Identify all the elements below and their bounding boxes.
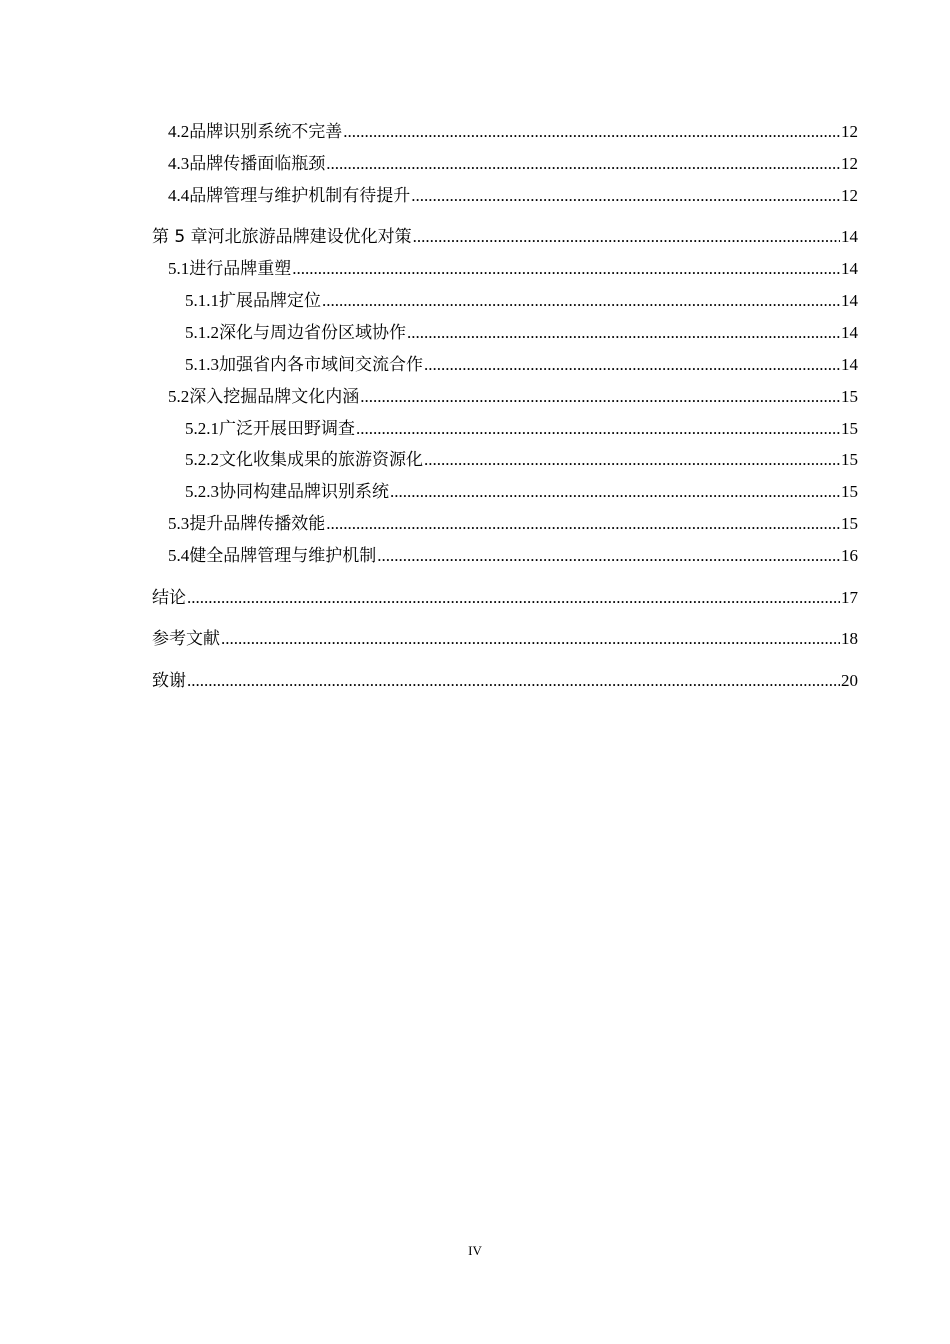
- toc-leader-dots: [326, 152, 840, 176]
- toc-entry-title: 加强省内各市域间交流合作: [219, 355, 423, 375]
- toc-leader-dots: [424, 353, 840, 377]
- toc-leader-dots: [221, 627, 840, 651]
- toc-entry-page: 15: [841, 514, 858, 533]
- toc-entry-5-1[interactable]: [0, 257, 950, 281]
- toc-entry-5-2[interactable]: [0, 385, 950, 409]
- toc-entry-number: 5.2.1: [185, 419, 219, 438]
- toc-entry-page: 12: [841, 154, 858, 173]
- toc-entry-5-1-3[interactable]: [0, 353, 950, 377]
- toc-entry-title: 健全品牌管理与维护机制: [189, 546, 377, 566]
- toc-entry-5-1-1[interactable]: [0, 289, 950, 313]
- toc-leader-dots: [360, 385, 840, 409]
- toc-entry-page: 18: [841, 629, 858, 648]
- toc-leader-dots: [322, 289, 840, 313]
- toc-entry-page: 14: [841, 227, 858, 246]
- toc-entry-title: 品牌管理与维护机制有待提升: [189, 186, 411, 206]
- toc-entry-page: 15: [841, 450, 858, 469]
- toc-entry-page: 16: [841, 546, 858, 565]
- toc-leader-dots: [413, 225, 840, 249]
- toc-entry-number: 4.4: [168, 186, 190, 205]
- toc-entry-title: 致谢: [152, 671, 186, 691]
- toc-entry-title: 广泛开展田野调查: [219, 419, 355, 439]
- toc-entry-page: 12: [841, 186, 858, 205]
- toc-entry-page: 15: [841, 387, 858, 406]
- toc-entry-page: 14: [841, 291, 858, 310]
- toc-leader-dots: [356, 417, 840, 441]
- toc-entry-title: 河北旅游品牌建设优化对策: [207, 227, 412, 247]
- toc-entry-page: 14: [841, 323, 858, 342]
- toc-entry-number: 5.1.2: [185, 323, 219, 342]
- toc-entry-5-1-2[interactable]: [0, 321, 950, 345]
- toc-entry-page: 14: [841, 355, 858, 374]
- toc-entry-4-2[interactable]: [0, 120, 950, 144]
- toc-entry-page: 20: [841, 671, 858, 690]
- toc-entry-number: 第 5 章: [152, 227, 208, 247]
- toc-leader-dots: [377, 544, 840, 568]
- toc-entry-number: 5.1.1: [185, 291, 219, 310]
- toc-entry-title: 深入挖掘品牌文化内涵: [189, 387, 360, 407]
- toc-entry-number: 5.1: [168, 259, 190, 278]
- toc-entry-number: 5.2.2: [185, 450, 219, 469]
- toc-leader-dots: [411, 184, 840, 208]
- toc-entry-references[interactable]: [0, 627, 950, 651]
- toc-entry-page: 14: [841, 259, 858, 278]
- toc-entry-4-4[interactable]: [0, 184, 950, 208]
- toc-entry-acknowledgements[interactable]: [0, 669, 950, 693]
- toc-entry-5-3[interactable]: [0, 512, 950, 536]
- toc-entry-number: 5.2: [168, 387, 190, 406]
- toc-entry-title: 参考文献: [152, 629, 220, 649]
- toc-entry-page: 15: [841, 482, 858, 501]
- toc-leader-dots: [292, 257, 840, 281]
- toc-entry-title: 扩展品牌定位: [219, 291, 321, 311]
- toc-leader-dots: [343, 120, 840, 144]
- toc-entry-page: 12: [841, 122, 858, 141]
- toc-entry-5-2-1[interactable]: [0, 417, 950, 441]
- toc-entry-4-3[interactable]: [0, 152, 950, 176]
- toc-entry-5-4[interactable]: [0, 544, 950, 568]
- toc-entry-page: 15: [841, 419, 858, 438]
- toc-entry-page: 17: [841, 588, 858, 607]
- toc-entry-5-2-3[interactable]: [0, 480, 950, 504]
- toc-entry-title: 文化收集成果的旅游资源化: [219, 450, 423, 470]
- toc-entry-title: 进行品牌重塑: [189, 259, 292, 279]
- toc-leader-dots: [187, 669, 840, 693]
- toc-leader-dots: [390, 480, 840, 504]
- toc-entry-title: 提升品牌传播效能: [189, 514, 326, 534]
- toc-entry-title: 结论: [152, 588, 186, 608]
- toc-entry-5-2-2[interactable]: [0, 448, 950, 472]
- toc-leader-dots: [326, 512, 840, 536]
- toc-entry-title: 品牌识别系统不完善: [189, 122, 343, 142]
- toc-leader-dots: [424, 448, 840, 472]
- page-footer-number: IV: [468, 1243, 482, 1258]
- toc-entry-title: 深化与周边省份区域协作: [219, 323, 406, 343]
- toc-leader-dots: [407, 321, 840, 345]
- toc-leader-dots: [187, 586, 840, 610]
- toc-entry-number: 4.3: [168, 154, 190, 173]
- toc-entry-title: 品牌传播面临瓶颈: [189, 154, 326, 174]
- toc-entry-chapter-5[interactable]: [0, 225, 950, 249]
- toc-entry-number: 5.4: [168, 546, 190, 565]
- toc-entry-number: 5.2.3: [185, 482, 219, 501]
- toc-entry-conclusion[interactable]: [0, 586, 950, 610]
- toc-entry-title: 协同构建品牌识别系统: [219, 482, 389, 502]
- toc-entry-number: 4.2: [168, 122, 190, 141]
- toc-entry-number: 5.3: [168, 514, 190, 533]
- toc-entry-number: 5.1.3: [185, 355, 219, 374]
